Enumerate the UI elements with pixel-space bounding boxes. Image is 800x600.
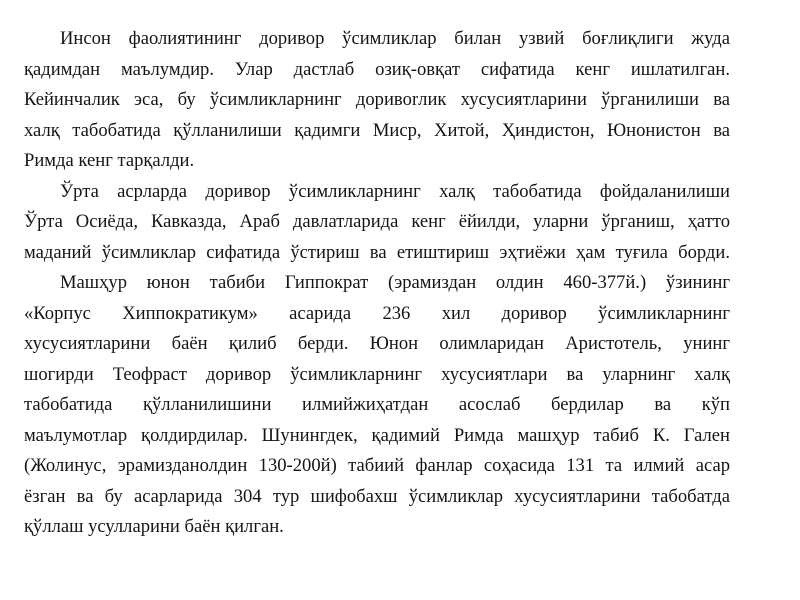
text-line: қадимдан маълумдир. Улар дастлаб озиқ-овқат сифатида кенг ишлатилган. [24, 58, 730, 80]
document-page [24, 24, 730, 543]
text-line: Ўрта асрларда доривор ўсимликларнинг халқ табобатида фойдаланилиши [60, 180, 730, 202]
text-line: Ўрта Осиёда, Кавказда, Араб давлатларида кенг ёйилди, уларни ўрганиш, ҳатто [24, 211, 730, 232]
text-line: Кейинчалик эса, бу ўсимликларнинг доривorлик хусусиятларини ўрганилиши ва [24, 89, 730, 110]
paragraph-3 [24, 268, 730, 543]
text-line: шогирди Теофраст доривор ўсимликларнинг хусусиятлари ва уларнинг халқ [24, 363, 730, 385]
text-line: «Корпус Хиппократикум» асарида 236 хил доривор ўсимликларнинг [24, 302, 730, 324]
text-line: ёзган ва бу асарларида 304 тур шифобахш ўсимликлар хусусиятларини табобатда [24, 485, 730, 507]
text-line: Римда кенг тарқалди. [24, 150, 195, 171]
text-line: маълумотлар қолдирдилар. Шунингдек, қадимий Римда машҳур табиб К. Гален [24, 424, 730, 446]
text-line: маданий ўсимликлар сифатида ўстириш ва етиштириш эҳтиёжи ҳам туғила борди. [24, 241, 730, 263]
text-line: табобатида қўлланилишини илмийжиҳатдан асослаб бердилар ва кўп [24, 394, 730, 415]
text-line: хусусиятларини баён қилиб берди. Юнон олимларидан Аристотель, унинг [24, 333, 730, 354]
text-line: қўллаш усулларини баён қилган. [24, 516, 284, 537]
text-line: Машҳур юнон табиби Гиппократ (эрамиздан олдин 460-377й.) ўзининг [60, 272, 730, 293]
text-line: Инсон фаолиятининг доривор ўсимликлар билан узвий боғлиқлиги жуда [60, 28, 730, 49]
text-line: (Жолинус, эрамизданолдин 130-200й) табиий фанлар соҳасида 131 та илмий асар [24, 455, 730, 476]
paragraph-2 [24, 177, 730, 269]
paragraph-1 [24, 24, 730, 177]
text-line: халқ табобатида қўлланилиши қадимги Миср, Хитой, Ҳиндистон, Юнонистон ва [24, 119, 730, 141]
